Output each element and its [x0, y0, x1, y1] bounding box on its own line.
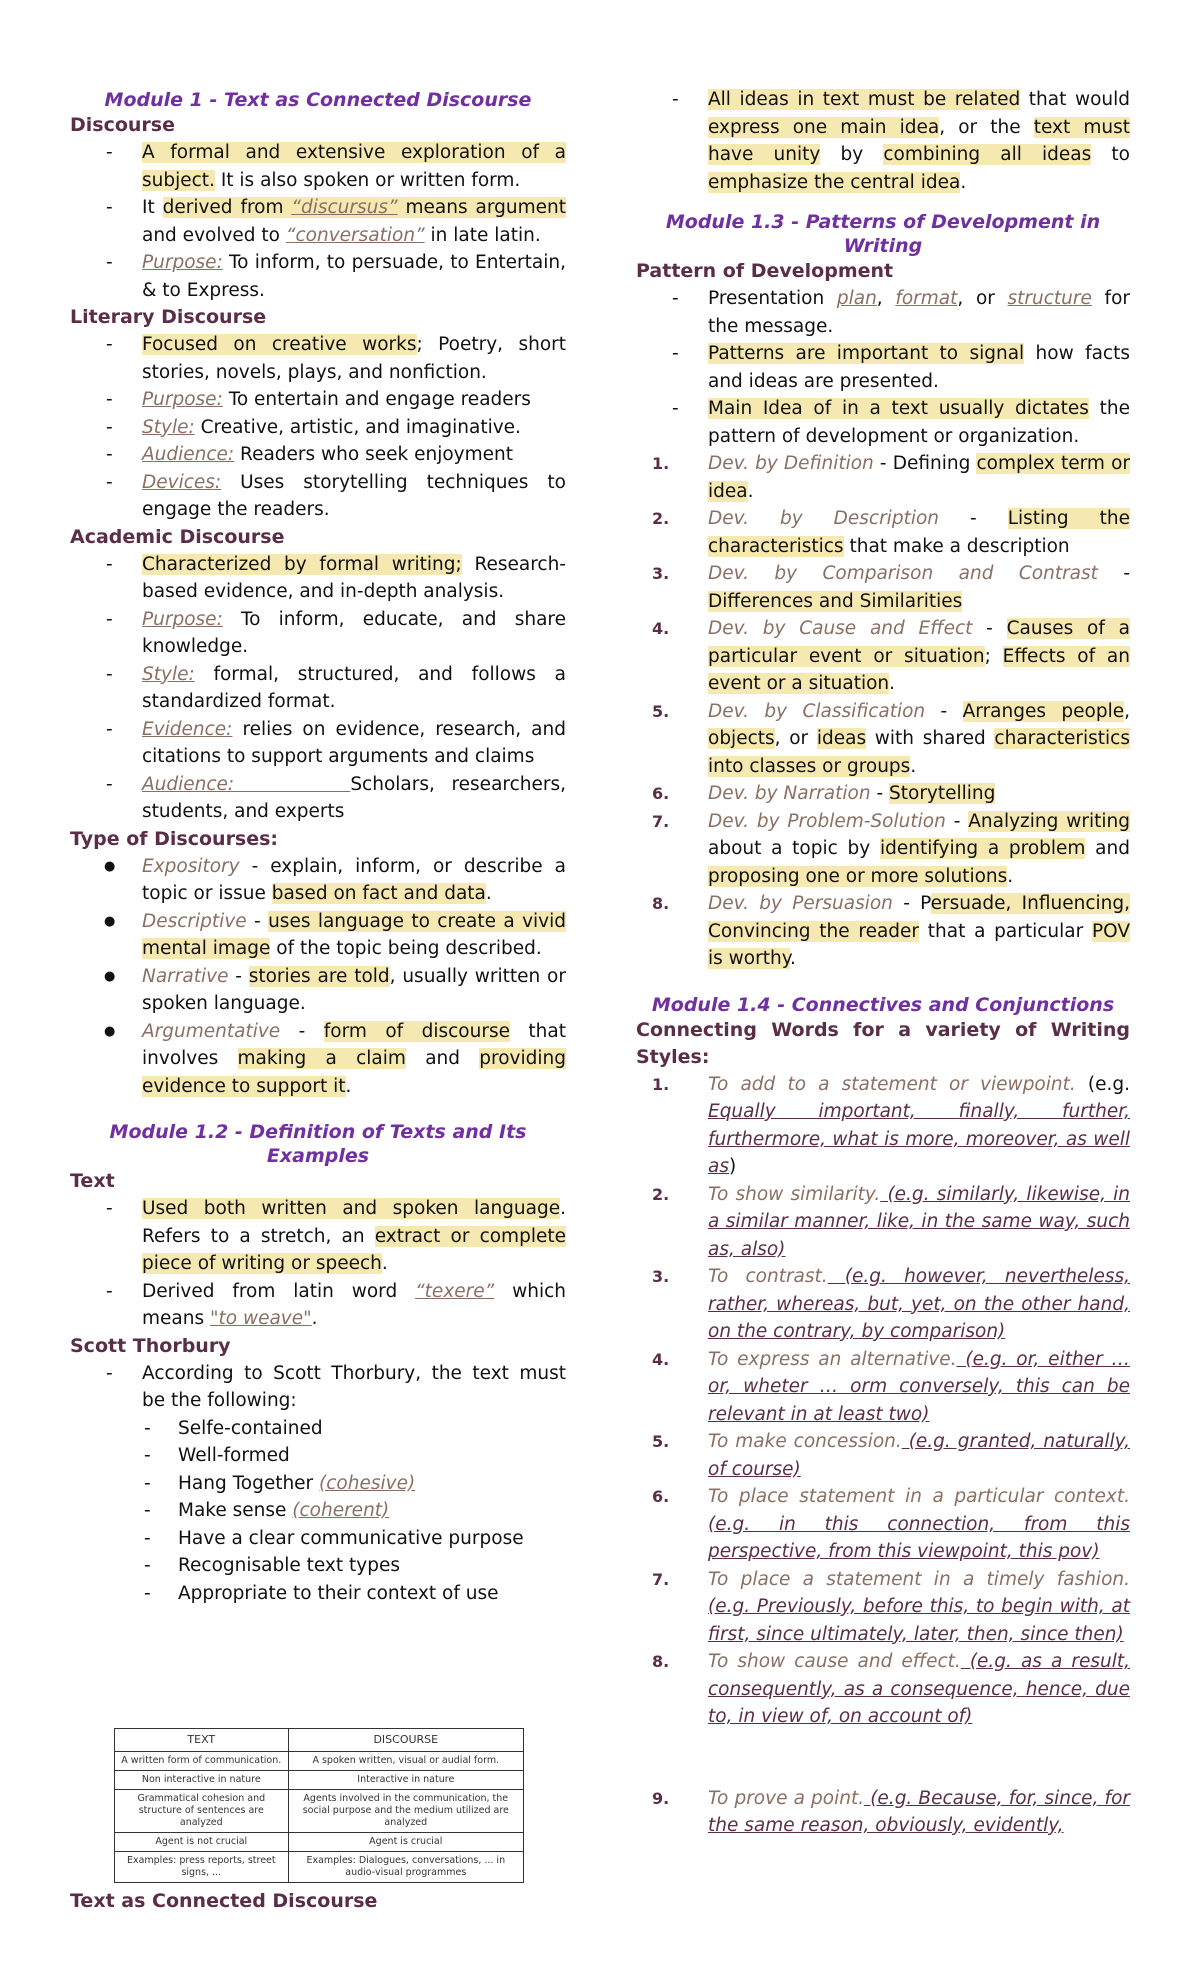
footer-title: Text as Connected Discourse — [70, 1890, 378, 1912]
list-item: ● Argumentative - form of discourse that involves making a claim and providing evidence to support it. — [70, 1018, 566, 1101]
list-item: 2. Dev. by Description - Listing the characteristics that make a description — [652, 508, 1131, 557]
list-item: - Appropriate to their context of use — [142, 1580, 566, 1608]
list-item: 1. Dev. by Definition - Defining complex term or idea. — [652, 453, 1130, 502]
module-1-title: Module 1 - Text as Connected Discourse — [104, 89, 532, 111]
list-item: - Have a clear communicative purpose — [142, 1525, 566, 1553]
list-item: 8. Dev. by Persuasion - Persuade, Influencing, Convincing the reader that a particular POV is worthy. — [652, 893, 1130, 969]
list-item: - Audience: Readers who seek enjoyment — [70, 441, 566, 469]
list-item: - Focused on creative works; Poetry, short stories, novels, plays, and nonfiction. — [70, 331, 566, 386]
list-item: 3. To contrast. (e.g. however, nevertheless, rather, whereas, but, yet, on the other hand, on the contrary, by comparison) — [652, 1266, 1130, 1342]
list-item: - Purpose: To inform, to persuade, to Entertain, & to Express. — [70, 249, 566, 304]
list-item: - According to Scott Thorbury, the text must be the following: - Selfe-contained - Well-formed - Hang Together (cohesive) - Make sense (coherent) - Have a clear communicative purpose - Recognisable text types - Appropriate to their context of use — [70, 1360, 566, 1608]
academic-list — [70, 551, 566, 826]
list-item: ● Expository - explain, inform, or describe a topic or issue based on fact and data. — [70, 853, 566, 908]
list-item: - Derived from latin word “texere” which means "to weave". — [70, 1278, 566, 1333]
list-item: 2. To show similarity. (e.g. similarly, likewise, in a similar manner, like, in the same way, such as, also) — [652, 1183, 1130, 1260]
list-item: 4. Dev. by Cause and Effect - Causes of a particular event or situation; Effects of an event or a situation. — [652, 618, 1130, 694]
list-item: 7. Dev. by Problem-Solution - Analyzing writing about a topic by identifying a problem and proposing one or more solutions. — [652, 810, 1130, 887]
pattern-list — [636, 285, 1130, 450]
list-item: - Evidence: relies on evidence, research, and citations to support arguments and claims — [70, 716, 566, 771]
list-item: - Selfe-contained — [142, 1415, 566, 1443]
list-item: - Patterns are important to signal how facts and ideas are presented. — [636, 340, 1130, 395]
list-item: 5. To make concession. (e.g. granted, naturally, of course) — [652, 1431, 1130, 1480]
right-column — [636, 88, 1130, 1840]
table-header: TEXT — [115, 1729, 289, 1752]
scott-list — [70, 1360, 566, 1608]
list-item: - Presentation plan, format, or structure for the message. — [636, 285, 1130, 340]
list-item: 3. Dev. by Comparison and Contrast - Differences and Similarities — [652, 563, 1130, 612]
list-item: - Characterized by formal writing; Research-based evidence, and in-depth analysis. — [70, 551, 566, 606]
module-1-2-title: Module 1.2 - Definition of Texts and Its Examples — [109, 1121, 527, 1167]
list-item: - Purpose: To entertain and engage readers — [70, 386, 566, 414]
table-row: Grammatical cohesion and structure of sentences are analyzed Agents involved in the communication, the social purpose and the medium utilized are analyzed — [115, 1790, 524, 1833]
type-of-discourses-heading: Type of Discourses: — [70, 827, 279, 850]
unity-list — [636, 86, 1130, 196]
list-item: 1. To add to a statement or viewpoint. (e.g. Equally important, finally, further, furthermore, what is more, moreover, as well as) — [652, 1073, 1130, 1177]
list-item: 5. Dev. by Classification - Arranges people, objects, or ideas with shared characteristics into classes or groups. — [652, 700, 1131, 777]
list-item: 7. To place a statement in a timely fashion. (e.g. Previously, before this, to begin with, at first, since ultimately, later, then, since then) — [652, 1568, 1130, 1645]
pattern-heading: Pattern of Development — [636, 260, 894, 282]
module-1-4-title: Module 1.4 - Connectives and Conjunctions — [651, 993, 1115, 1016]
table-row: A written form of communication. A spoken written, visual or audial form. — [115, 1752, 524, 1771]
list-item: ● Narrative - stories are told, usually written or spoken language. — [70, 963, 566, 1018]
list-item: - Recognisable text types — [142, 1552, 566, 1580]
table-row: Non interactive in nature Interactive in nature — [115, 1771, 524, 1790]
list-item: - Devices: Uses storytelling techniques to engage the readers. — [70, 469, 566, 524]
list-item: 4. To express an alternative. (e.g. or, either … or, wheter … orm conversely, this can be relevant in at least two) — [652, 1348, 1130, 1425]
literary-discourse-heading: Literary Discourse — [70, 306, 267, 328]
list-item: - Audience: Scholars, researchers, students, and experts — [70, 771, 566, 826]
list-item: - Style: formal, structured, and follows a standardized format. — [70, 661, 566, 716]
list-item: ● Descriptive - uses language to create a vivid mental image of the topic being described. — [70, 908, 566, 963]
list-item: - Purpose: To inform, educate, and share knowledge. — [70, 606, 566, 661]
list-item: - Style: Creative, artistic, and imaginative. — [70, 414, 566, 442]
scott-thorbury-heading: Scott Thorbury — [70, 1334, 231, 1357]
list-item: - Make sense (coherent) — [142, 1497, 566, 1525]
text-heading: Text — [70, 1170, 115, 1192]
list-item: - A formal and extensive exploration of a subject. It is also spoken or written form. — [70, 139, 566, 194]
discourse-list — [70, 139, 566, 304]
list-item: 6. Dev. by Narration - Storytelling — [652, 783, 996, 804]
academic-discourse-heading: Academic Discourse — [70, 525, 285, 548]
list-item: - Used both written and spoken language. Refers to a stretch, an extract or complete piece of writing or speech. — [70, 1195, 566, 1278]
table-row: Agent is not crucial Agent is crucial — [115, 1833, 524, 1852]
left-column — [70, 88, 567, 1912]
discourse-heading: Discourse — [70, 114, 176, 136]
development-list — [636, 450, 1130, 973]
list-item: - It derived from “discursus” means argument and evolved to “conversation” in late latin. — [70, 194, 566, 249]
list-item: - All ideas in text must be related that would express one main idea, or the text must have unity by combining all ideas to emphasize the central idea. — [636, 86, 1130, 196]
list-item: 9. To prove a point. (e.g. Because, for, since, for the same reason, obviously, evidently, — [652, 1787, 1130, 1836]
table-row: Examples: press reports, street signs, ... Examples: Dialogues, conversations, ... in audio-visual programmes — [115, 1852, 524, 1883]
list-item: 6. To place statement in a particular context. (e.g. in this connection, from this perspective, from this viewpoint, this pov) — [652, 1486, 1130, 1562]
list-item: 8. To show cause and effect. (e.g. as a result, consequently, as a consequence, hence, due to, in view of, on account of) — [652, 1651, 1130, 1727]
connectives-list — [636, 1071, 1130, 1840]
list-item: - Main Idea of in a text usually dictates the pattern of development or organization. — [636, 395, 1130, 450]
list-item: - Well-formed — [142, 1442, 566, 1470]
types-list — [70, 853, 566, 1101]
scott-sublist — [142, 1415, 566, 1608]
list-item: - Hang Together (cohesive) — [142, 1470, 566, 1498]
text-list — [70, 1195, 566, 1333]
literary-list — [70, 331, 566, 524]
text-vs-discourse-table — [114, 1728, 524, 1883]
connecting-words-heading: Connecting Words for a variety of Writing Styles: — [636, 1018, 1130, 1068]
table-header: DISCOURSE — [288, 1729, 523, 1752]
module-1-3-title: Module 1.3 - Patterns of Development in Writing — [665, 211, 1101, 257]
